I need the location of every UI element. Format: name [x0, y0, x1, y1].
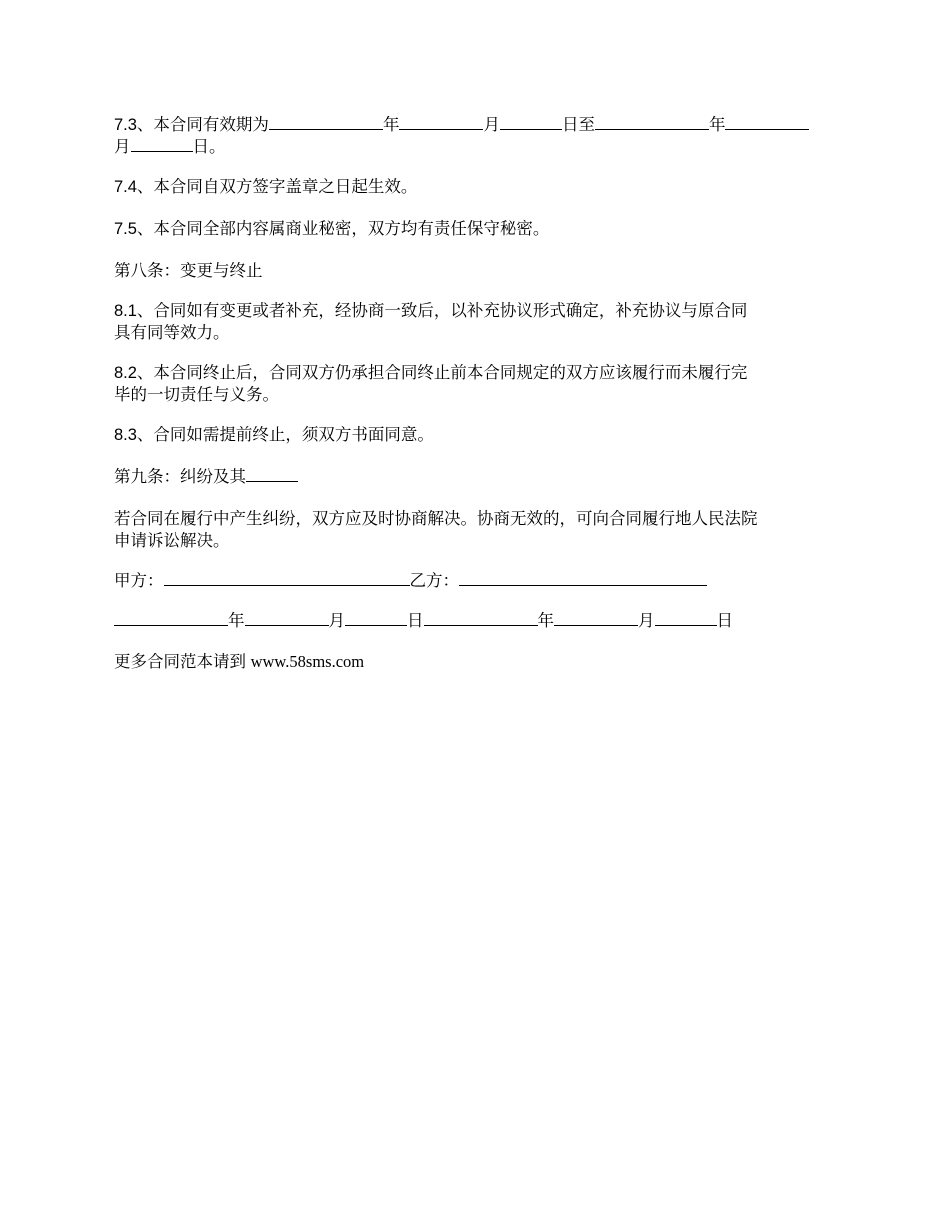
article-9-body-line1: 若合同在履行中产生纠纷，双方应及时协商解决。协商无效的，可向合同履行地人民法院: [114, 510, 758, 528]
footer-note: [114, 651, 838, 673]
party-b-blank: [459, 570, 707, 586]
label-year: 年: [382, 116, 400, 134]
party-b-label: 乙方：: [409, 572, 459, 590]
party-b-year-blank: [424, 610, 538, 626]
label-month: 月: [483, 116, 500, 134]
party-a-month-blank: [245, 610, 329, 626]
clause-8-3: 8.3、合同如需提前终止，须双方书面同意。: [114, 426, 434, 444]
label-month: 月: [638, 612, 655, 630]
label-year: 年: [228, 612, 245, 630]
blank-day-start: [500, 114, 562, 130]
label-day: 日: [407, 612, 424, 630]
clause-8-2-line1: 8.2、本合同终止后，合同双方仍承担合同终止前本合同规定的双方应该履行而未履行完: [114, 364, 748, 382]
blank-year-start: [269, 114, 383, 130]
party-a-day-blank: [345, 610, 407, 626]
party-a-year-blank: [114, 610, 228, 626]
blank-year-end: [595, 114, 709, 130]
article-9-title-text: 第九条：纠纷及其: [114, 468, 246, 486]
article-9-title: [114, 466, 838, 488]
clause-7-5: 7.5、本合同全部内容属商业秘密，双方均有责任保守秘密。: [114, 220, 550, 238]
label-year: 年: [537, 612, 554, 630]
blank-month-start: [399, 114, 483, 130]
party-b-month-blank: [554, 610, 638, 626]
signature-date-line: [114, 610, 838, 632]
label-year: 年: [708, 116, 726, 134]
label-day-to: 日至: [561, 116, 595, 134]
blank-month-end-1: [725, 114, 809, 130]
party-a-blank: [164, 570, 410, 586]
signature-line: [114, 570, 838, 592]
article-8-title: 第八条：变更与终止: [114, 262, 263, 280]
article-9-body-line2: 申请诉讼解决。: [114, 532, 230, 550]
clause-7-3-prefix: 7.3、本合同有效期为: [114, 116, 269, 134]
clause-7-4: 7.4、本合同自双方签字盖章之日起生效。: [114, 178, 418, 196]
clause-7-3: [114, 114, 838, 136]
label-day: 日。: [192, 138, 226, 156]
footer-link[interactable]: www.58sms.com: [250, 652, 365, 671]
footer-prefix: 更多合同范本请到: [114, 653, 251, 671]
party-b-day-blank: [655, 610, 717, 626]
label-month: 月: [114, 138, 131, 156]
party-a-label: 甲方：: [114, 572, 164, 590]
clause-7-3-cont: [114, 136, 838, 158]
label-day: 日: [716, 612, 733, 630]
label-month: 月: [328, 612, 345, 630]
clause-8-1-line1: 8.1、合同如有变更或者补充，经协商一致后，以补充协议形式确定，补充协议与原合同: [114, 302, 748, 320]
blank-article-9: [246, 466, 298, 482]
clause-8-2-line2: 毕的一切责任与义务。: [114, 386, 279, 404]
blank-day-end: [131, 136, 193, 152]
clause-8-1-line2: 具有同等效力。: [114, 324, 230, 342]
